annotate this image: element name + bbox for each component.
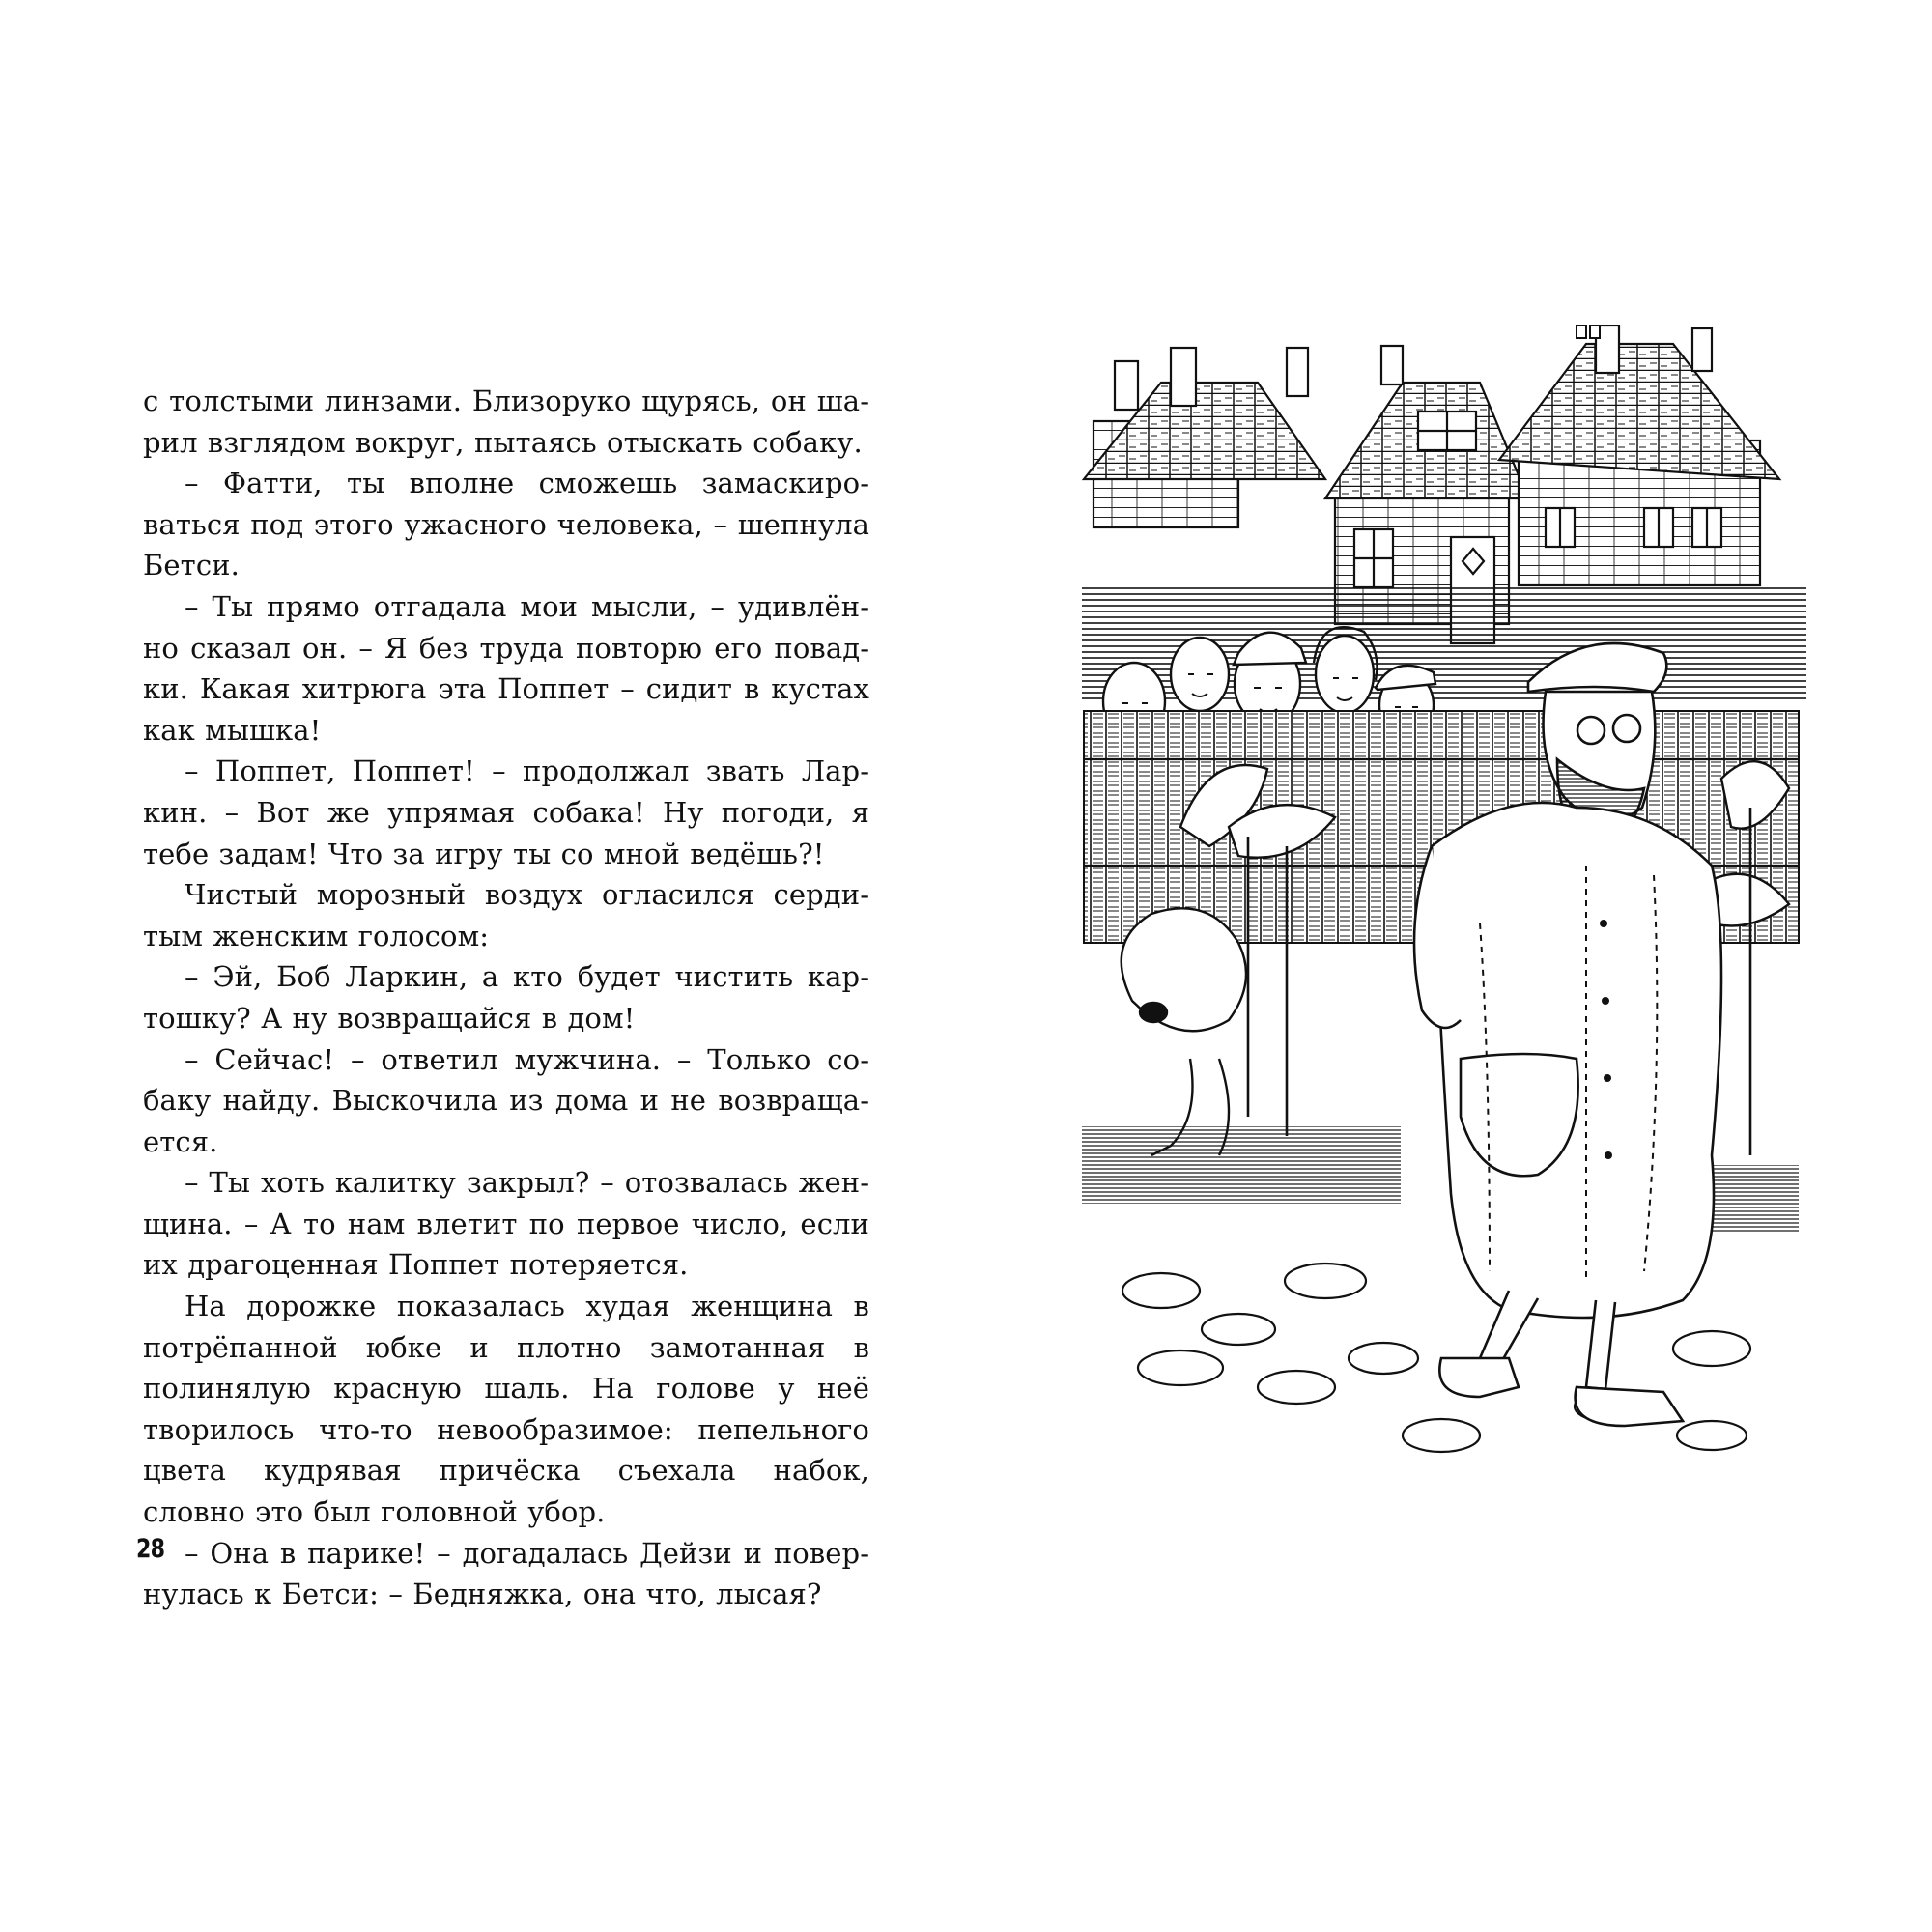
paragraph: – Фатти, ты вполне сможешь замаскироваться под этого ужасного человека, – шепнула Бетси. bbox=[143, 467, 869, 582]
paragraph: На дорожке показалась худая женщина в потрёпанной юбке и плотно замотанная в полинялую красную шаль. На голове у неё творилось что-то невообразимое: пепельного цвета кудрявая причёска съехала набок, словно это был головной убор. bbox=[143, 1290, 869, 1529]
paragraph: с толстыми линзами. Близоруко щурясь, он шарил взглядом вокруг, пытаясь отыскать собаку. bbox=[143, 384, 869, 459]
paragraph: – Она в парике! – догадалась Дейзи и повернулась к Бетси: – Бедняжка, она что, лысая? bbox=[143, 1536, 869, 1611]
paragraph: – Эй, Боб Ларкин, а кто будет чистить картошку? А ну возвращайся в дом! bbox=[143, 960, 869, 1035]
illustration bbox=[1074, 325, 1822, 1476]
paragraph: – Ты хоть калитку закрыл? – отозвалась женщина. – А то нам влетит по первое число, если их драгоценная Поппет потеряется. bbox=[143, 1166, 869, 1282]
paragraph: Чистый морозный воздух огласился сердитым женским голосом: bbox=[143, 878, 869, 952]
paragraph: – Сейчас! – ответил мужчина. – Только собаку найду. Выскочила из дома и не возвращается. bbox=[143, 1042, 869, 1158]
paragraph: – Поппет, Поппет! – продолжал звать Ларкин. – Вот же упрямая собака! Ну погоди, я тебе задам! Что за игру ты со мной ведёшь?! bbox=[143, 754, 869, 870]
page-number: 28 bbox=[136, 1534, 165, 1564]
ink-drawing-icon bbox=[1074, 325, 1822, 1476]
page-text bbox=[143, 381, 869, 1615]
paragraph: – Ты прямо отгадала мои мысли, – удивлённо сказал он. – Я без труда повторю его повадки. Какая хитрюга эта Поппет – сидит в кустах как мышка! bbox=[143, 589, 869, 747]
